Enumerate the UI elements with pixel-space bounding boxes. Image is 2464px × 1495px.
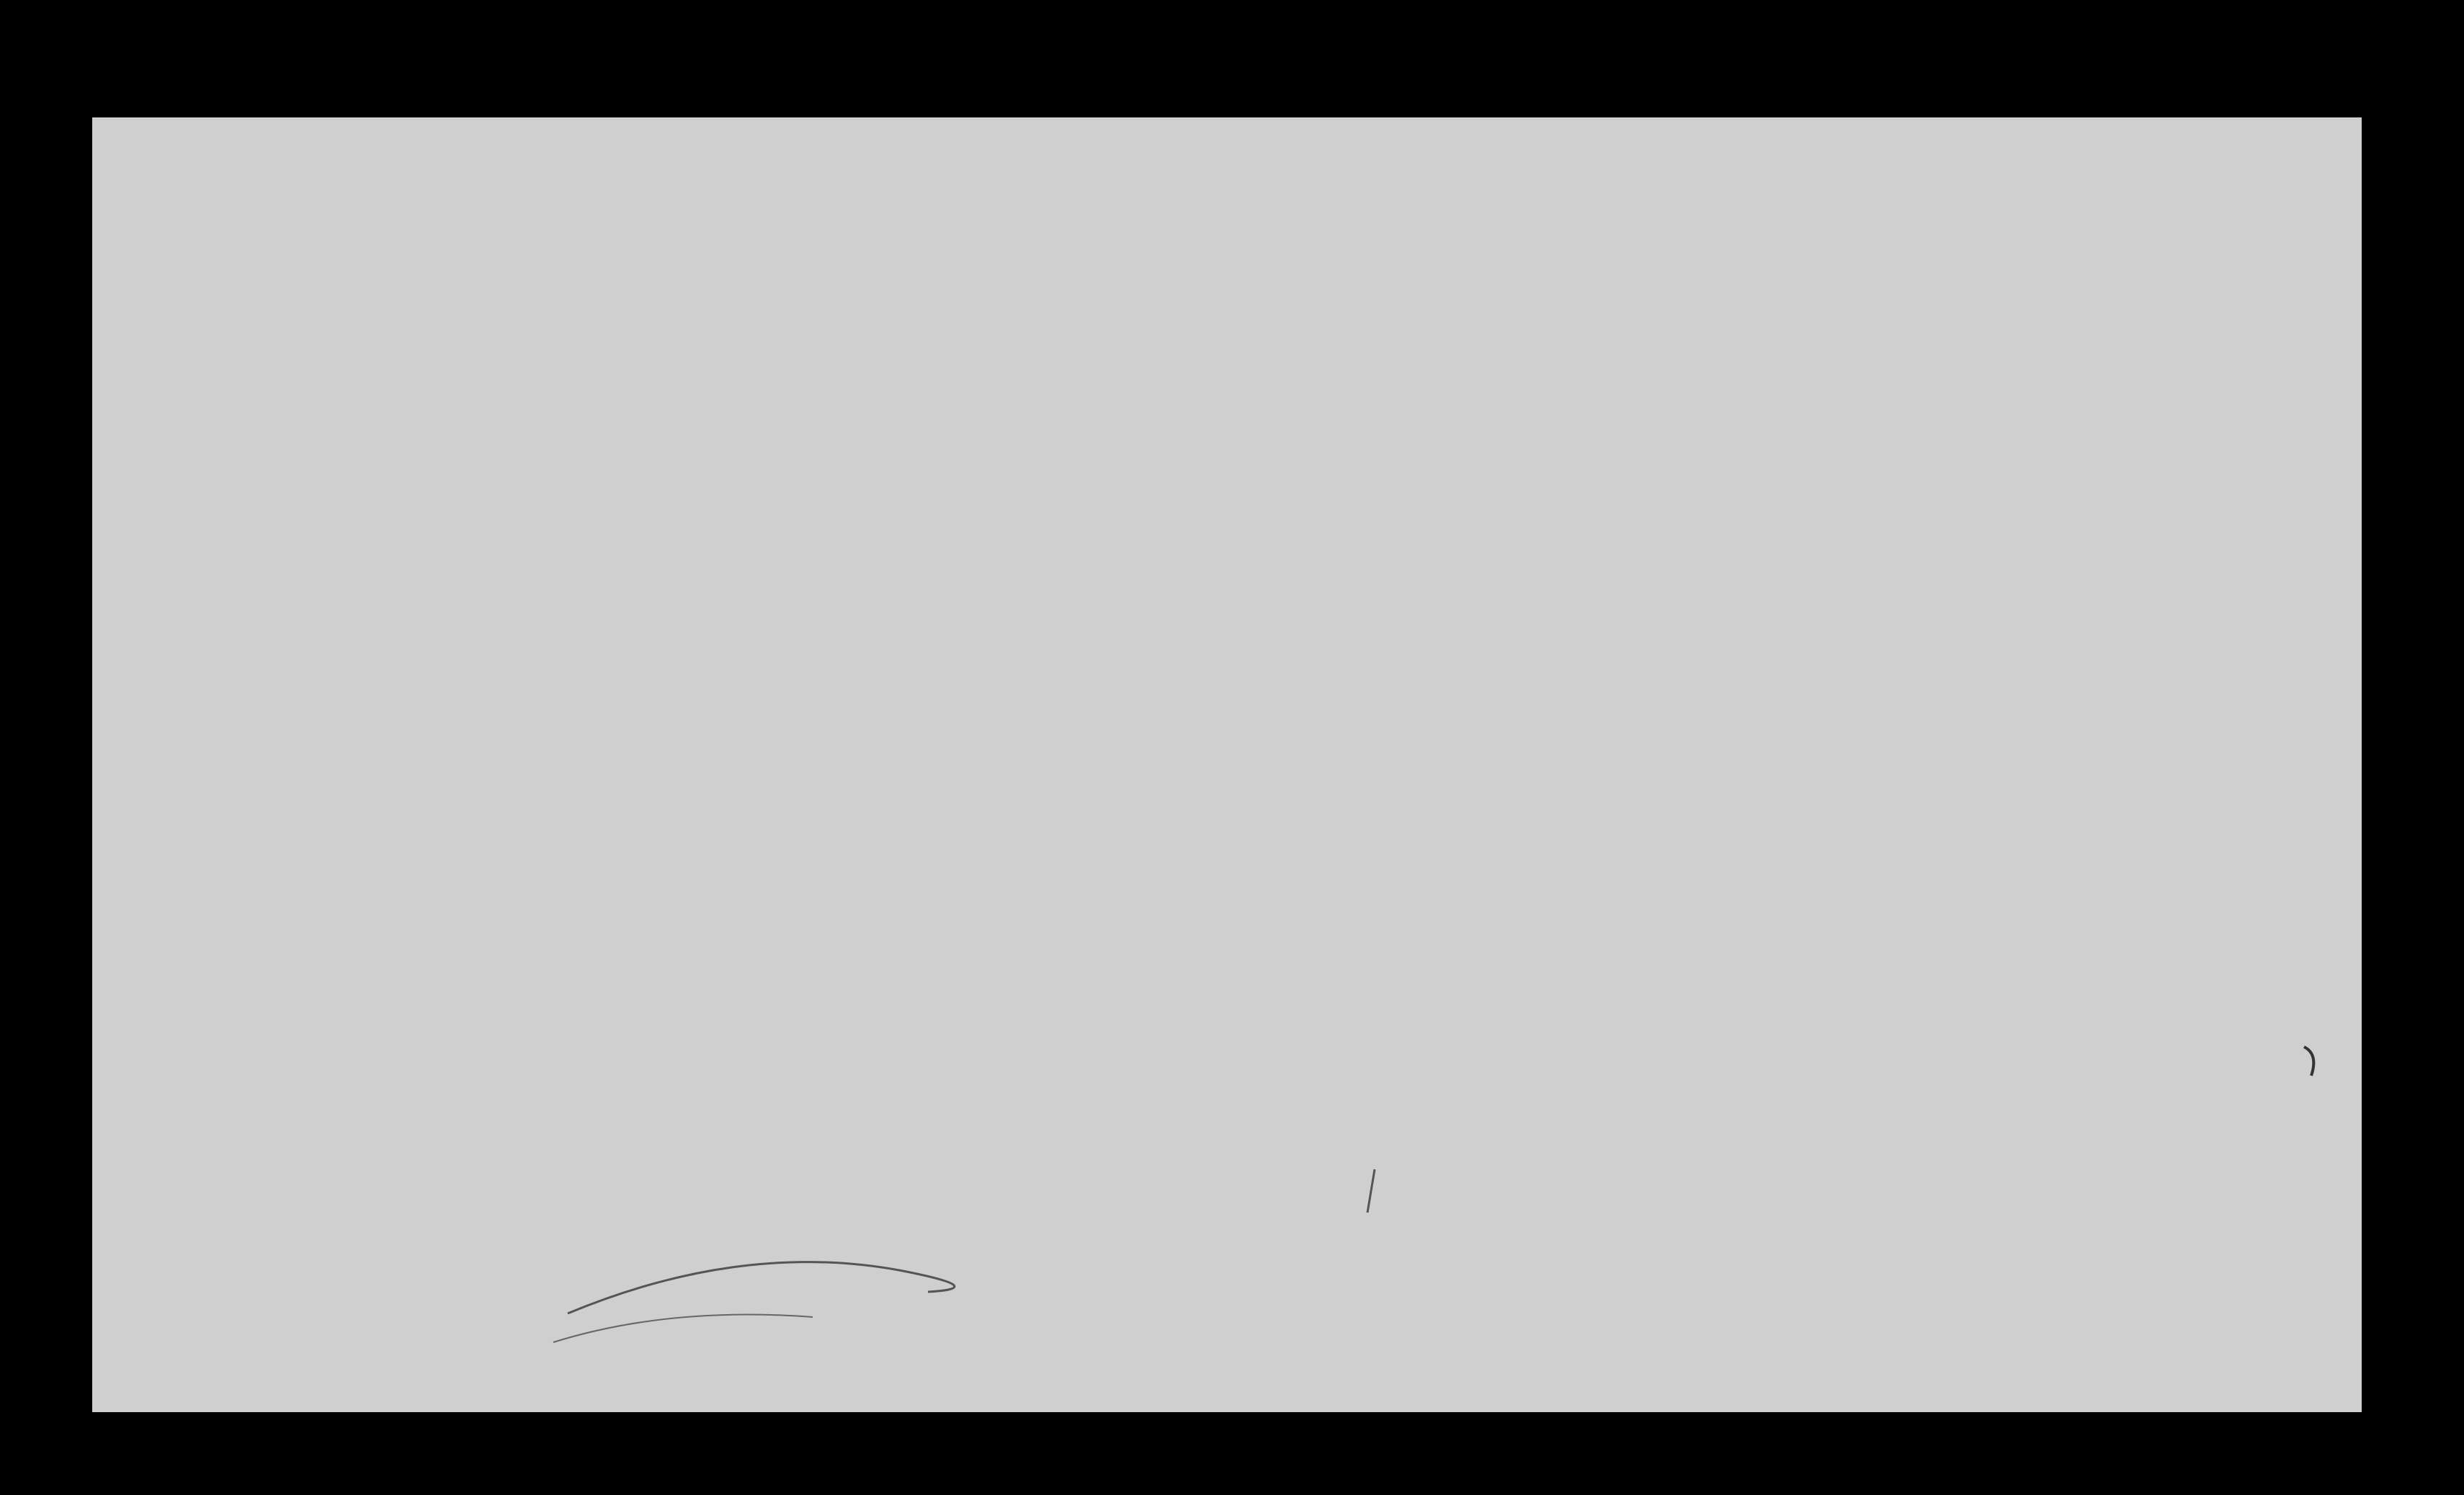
handwritten-scribbles bbox=[92, 117, 2362, 1412]
census-card bbox=[92, 117, 2362, 1412]
